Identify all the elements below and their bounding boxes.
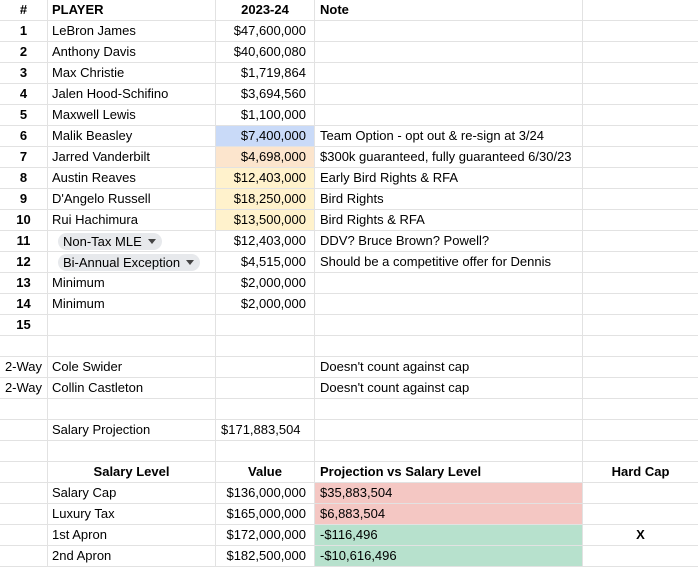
header-row [0,0,698,21]
note-cell[interactable]: DDV? Bruce Brown? Powell? [315,231,583,252]
row-number[interactable]: 1 [0,21,48,42]
salary-cell[interactable] [216,357,315,378]
dropdown-chip[interactable] [58,254,200,271]
note-cell[interactable] [315,84,583,105]
empty-cell[interactable] [583,231,698,252]
row-number[interactable]: 8 [0,168,48,189]
empty-cell[interactable] [583,420,698,441]
empty-cell[interactable] [0,546,48,567]
projection-diff[interactable]: -$10,616,496 [315,546,583,567]
empty-cell[interactable] [583,273,698,294]
note-cell[interactable] [315,315,583,336]
projection-diff[interactable]: $6,883,504 [315,504,583,525]
table-row [0,21,698,42]
row-number[interactable]: 3 [0,63,48,84]
salary-level-value[interactable]: $172,000,000 [216,525,315,546]
player-name[interactable]: Collin Castleton [48,378,216,399]
hard-cap-mark[interactable] [583,483,698,504]
salary-level-row [0,504,698,525]
empty-cell[interactable] [583,84,698,105]
header-num[interactable]: # [0,0,48,21]
salary-cell[interactable]: $12,403,000 [216,231,315,252]
salary-level-value[interactable]: $165,000,000 [216,504,315,525]
empty-cell[interactable] [216,399,315,420]
player-cell[interactable] [48,231,216,252]
table-row [0,147,698,168]
note-cell[interactable]: Team Option - opt out & re-sign at 3/24 [315,126,583,147]
table-row [0,84,698,105]
row-number[interactable]: 2 [0,42,48,63]
hard-cap-mark[interactable] [583,546,698,567]
salary-cell[interactable]: $40,600,080 [216,42,315,63]
empty-cell[interactable] [0,441,48,462]
player-name[interactable]: LeBron James [48,21,216,42]
empty-cell[interactable] [48,399,216,420]
note-cell[interactable]: Should be a competitive offer for Dennis [315,252,583,273]
header-salary-level[interactable]: Salary Level [48,462,216,483]
player-name[interactable]: Jarred Vanderbilt [48,147,216,168]
salary-cell[interactable]: $12,403,000 [216,168,315,189]
note-cell[interactable] [315,273,583,294]
salary-cell[interactable]: $1,719,864 [216,63,315,84]
row-number[interactable]: 5 [0,105,48,126]
row-number[interactable]: 14 [0,294,48,315]
table-row [0,273,698,294]
empty-cell[interactable] [583,63,698,84]
empty-cell[interactable] [583,378,698,399]
empty-cell[interactable] [0,525,48,546]
salary-level-name[interactable]: Luxury Tax [48,504,216,525]
blank-row [0,441,698,462]
player-name[interactable]: Austin Reaves [48,168,216,189]
salary-level-name[interactable]: 1st Apron [48,525,216,546]
player-name[interactable]: Minimum [48,273,216,294]
empty-cell[interactable] [583,189,698,210]
salary-level-value[interactable]: $136,000,000 [216,483,315,504]
empty-cell[interactable] [583,147,698,168]
row-number[interactable]: 7 [0,147,48,168]
player-name[interactable] [48,315,216,336]
empty-cell[interactable] [0,504,48,525]
note-cell[interactable]: Doesn't count against cap [315,357,583,378]
table-row [0,210,698,231]
salary-cell[interactable]: $13,500,000 [216,210,315,231]
empty-cell[interactable] [583,252,698,273]
player-name[interactable]: Cole Swider [48,357,216,378]
empty-cell[interactable] [583,294,698,315]
row-number[interactable]: 13 [0,273,48,294]
empty-cell[interactable] [583,399,698,420]
salary-cell[interactable] [216,315,315,336]
empty-cell[interactable] [315,441,583,462]
blank-row [0,399,698,420]
salary-cell[interactable]: $3,694,560 [216,84,315,105]
player-name[interactable]: Rui Hachimura [48,210,216,231]
chevron-down-icon[interactable] [148,239,156,244]
header-projection[interactable]: Projection vs Salary Level [315,462,583,483]
note-cell[interactable] [315,105,583,126]
empty-cell[interactable] [48,441,216,462]
projection-diff[interactable]: -$116,496 [315,525,583,546]
salary-cell[interactable]: $47,600,000 [216,21,315,42]
empty-cell[interactable] [583,210,698,231]
salary-projection-value[interactable]: $171,883,504 [216,420,315,441]
empty-cell[interactable] [583,357,698,378]
salary-cell[interactable]: $1,100,000 [216,105,315,126]
note-cell[interactable] [315,21,583,42]
empty-cell[interactable] [0,336,48,357]
table-row [0,315,698,336]
two-way-label[interactable]: 2-Way [0,378,48,399]
two-way-row [0,357,698,378]
salary-cell[interactable]: $2,000,000 [216,273,315,294]
empty-cell[interactable] [0,420,48,441]
salary-level-row [0,546,698,567]
header-hard-cap[interactable]: Hard Cap [583,462,698,483]
row-number[interactable]: 12 [0,252,48,273]
empty-cell[interactable] [583,42,698,63]
two-way-row [0,378,698,399]
salary-projection-row [0,420,698,441]
table-row [0,189,698,210]
table-row [0,42,698,63]
row-number[interactable]: 9 [0,189,48,210]
empty-cell[interactable] [0,399,48,420]
row-number[interactable]: 15 [0,315,48,336]
empty-cell[interactable] [583,441,698,462]
empty-cell[interactable] [216,336,315,357]
player-name[interactable]: Max Christie [48,63,216,84]
header-note[interactable]: Note [315,0,583,21]
player-name[interactable]: D'Angelo Russell [48,189,216,210]
dropdown-chip[interactable] [58,233,162,250]
empty-cell[interactable] [583,21,698,42]
salary-level-value[interactable]: $182,500,000 [216,546,315,567]
empty-cell[interactable] [583,336,698,357]
empty-cell[interactable] [216,441,315,462]
row-number[interactable]: 6 [0,126,48,147]
header-season[interactable]: 2023-24 [216,0,315,21]
salary-cell[interactable]: $7,400,000 [216,126,315,147]
empty-cell[interactable] [0,483,48,504]
hard-cap-mark[interactable] [583,504,698,525]
two-way-label[interactable]: 2-Way [0,357,48,378]
player-name[interactable]: Malik Beasley [48,126,216,147]
table-row [0,252,698,273]
salary-cell[interactable]: $4,698,000 [216,147,315,168]
salary-level-name[interactable]: 2nd Apron [48,546,216,567]
dropdown-chip-label: Non-Tax MLE [63,234,142,249]
row-number[interactable]: 11 [0,231,48,252]
note-cell[interactable]: $300k guaranteed, fully guaranteed 6/30/23 [315,147,583,168]
salary-level-row [0,525,698,546]
projection-diff[interactable]: $35,883,504 [315,483,583,504]
salary-level-header-row [0,462,698,483]
note-cell[interactable] [315,63,583,84]
player-name[interactable]: Minimum [48,294,216,315]
note-cell[interactable]: Bird Rights & RFA [315,210,583,231]
empty-cell[interactable] [583,315,698,336]
empty-cell[interactable] [583,168,698,189]
salary-projection-label[interactable]: Salary Projection [48,420,216,441]
salary-cell[interactable]: $2,000,000 [216,294,315,315]
salary-cell[interactable]: $18,250,000 [216,189,315,210]
table-row [0,294,698,315]
note-cell[interactable]: Early Bird Rights & RFA [315,168,583,189]
header-value[interactable]: Value [216,462,315,483]
note-cell[interactable]: Bird Rights [315,189,583,210]
note-cell[interactable] [315,42,583,63]
player-name[interactable]: Anthony Davis [48,42,216,63]
note-cell[interactable] [315,294,583,315]
table-row [0,105,698,126]
salary-level-row [0,483,698,504]
blank-row [0,336,698,357]
player-cell[interactable] [48,252,216,273]
hard-cap-mark[interactable]: X [583,525,698,546]
table-row [0,126,698,147]
empty-cell[interactable] [315,420,583,441]
dropdown-chip-label: Bi-Annual Exception [63,255,181,270]
empty-cell[interactable] [315,336,583,357]
salary-cell[interactable] [216,378,315,399]
row-number[interactable]: 4 [0,84,48,105]
empty-cell[interactable] [48,336,216,357]
table-row [0,231,698,252]
table-row [0,63,698,84]
row-number[interactable]: 10 [0,210,48,231]
note-cell[interactable]: Doesn't count against cap [315,378,583,399]
salary-cell[interactable]: $4,515,000 [216,252,315,273]
header-player[interactable]: PLAYER [48,0,216,21]
player-name[interactable]: Maxwell Lewis [48,105,216,126]
table-row [0,168,698,189]
empty-cell[interactable] [315,399,583,420]
chevron-down-icon[interactable] [186,260,194,265]
empty-cell[interactable] [0,462,48,483]
header-empty[interactable] [583,0,698,21]
salary-level-name[interactable]: Salary Cap [48,483,216,504]
player-name[interactable]: Jalen Hood-Schifino [48,84,216,105]
empty-cell[interactable] [583,105,698,126]
empty-cell[interactable] [583,126,698,147]
